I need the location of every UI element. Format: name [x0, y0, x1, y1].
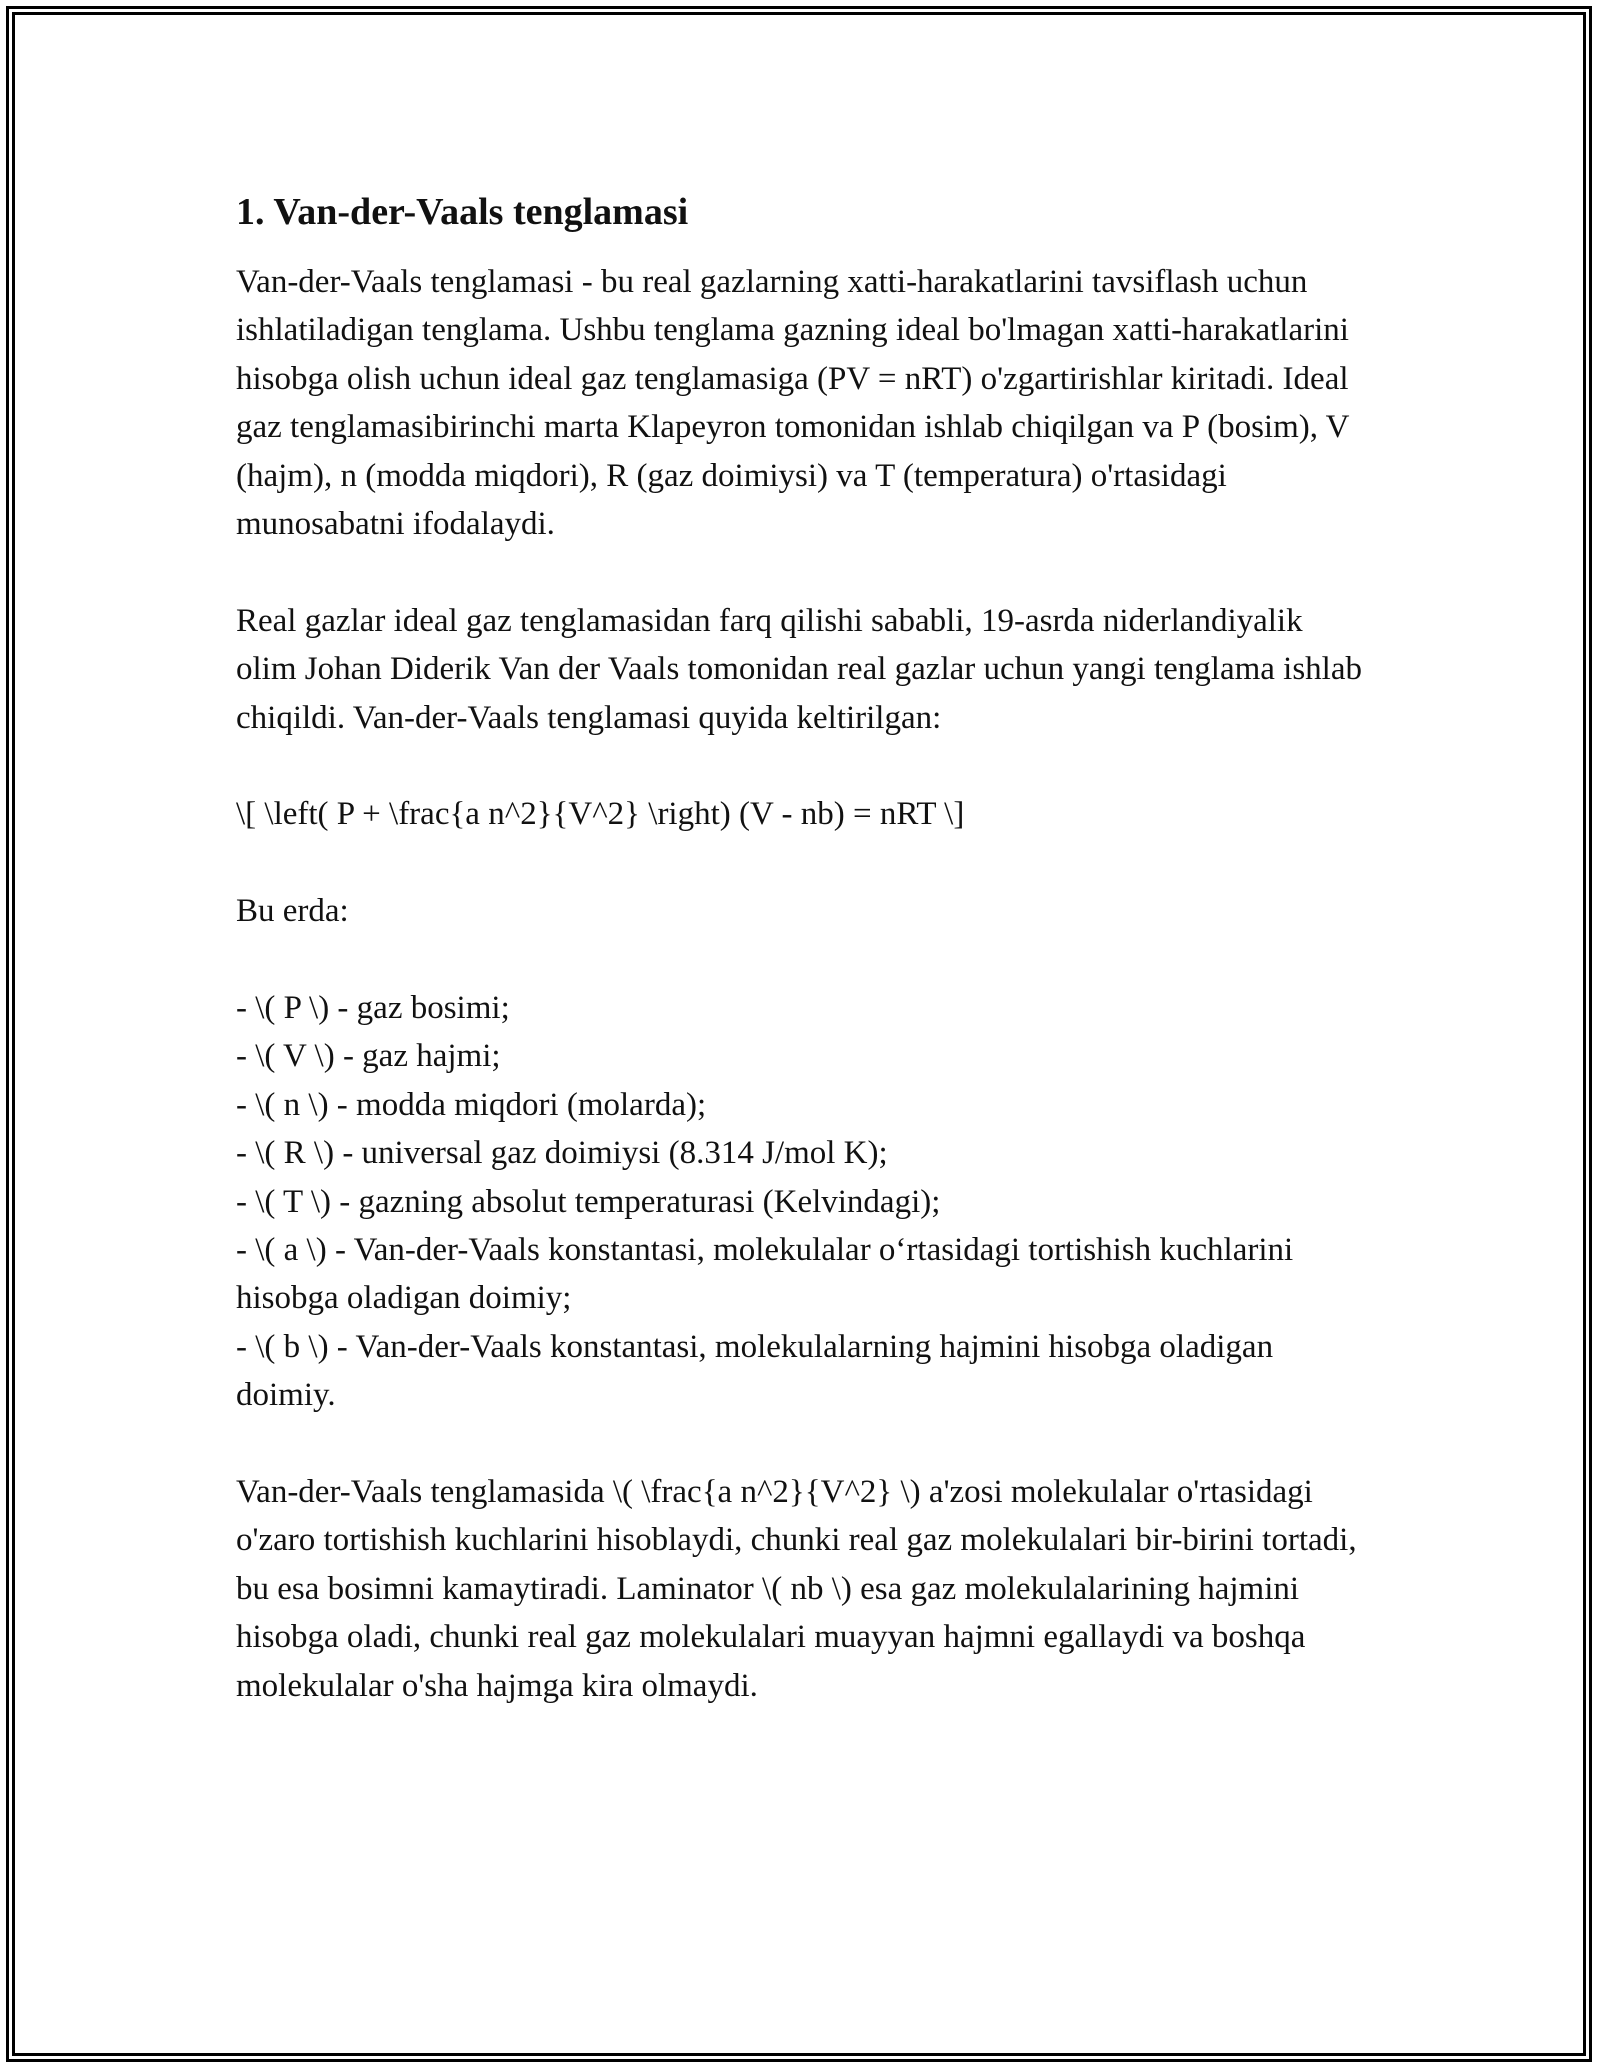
history-paragraph: Real gazlar ideal gaz tenglamasidan farq qilishi sababli, 19-asrda niderlandiyalik olim Johan Diderik Van der Vaals tomonidan real gazlar uchun yangi tenglama ishlab chiqildi. Van-der-Vaals tenglamasi quyida keltirilgan:	[236, 602, 1362, 736]
list-item: - \( T \) - gazning absolut temperaturasi (Kelvindagi);	[236, 1183, 941, 1220]
variable-list	[236, 984, 1366, 1420]
conclusion-paragraph: Van-der-Vaals tenglamasida \( \frac{a n^2}{V^2} \) a'zosi molekulalar o'rtasidagi o'zaro tortishish kuchlarini hisoblaydi, chunki real gaz molekulalari bir-birini tortadi, bu esa bosimni kamaytiradi. Laminator \( nb \) esa gaz molekulalarining hajmini hisobga oladi, chunki real gaz molekulalari muayyan hajmni egallaydi va boshqa molekulalar o'sha hajmga kira olmaydi.	[236, 1474, 1357, 1704]
list-item: - \( P \) - gaz bosimi;	[236, 990, 510, 1027]
list-item: - \( a \) - Van-der-Vaals konstantasi, molekulalar o‘rtasidagi tortishish kuchlarini hisobga oladigan doimiy;	[236, 1232, 1294, 1317]
equation-line: \[ \left( P + \frac{a n^2}{V^2} \right) (V - nb) = nRT \]	[236, 796, 965, 833]
list-item: - \( n \) - modda miqdori (molarda);	[236, 1086, 707, 1123]
list-item: - \( R \) - universal gaz doimiysi (8.314 J/mol K);	[236, 1135, 888, 1172]
list-item: - \( V \) - gaz hajmi;	[236, 1038, 501, 1075]
intro-paragraph: Van-der-Vaals tenglamasi - bu real gazlarning xatti-harakatlarini tavsiflash uchun ishlatiladigan tenglama. Ushbu tenglama gazning ideal bo'lmagan xatti-harakatlarini hisobga olish uchun ideal gaz tenglamasiga (PV = nRT) o'zgartirishlar kiritadi. Ideal gaz tenglamasibirinchi marta Klapeyron tomonidan ishlab chiqilgan va P (bosim), V (hajm), n (modda miqdori), R (gaz doimiysi) va T (temperatura) o'rtasidagi munosabatni ifodalaydi.	[236, 264, 1349, 543]
section-heading: 1. Van-der-Vaals tenglamasi	[236, 191, 689, 233]
list-item: - \( b \) - Van-der-Vaals konstantasi, molekulalarning hajmini hisobga oladigan doimiy.	[236, 1328, 1274, 1414]
document-body	[236, 188, 1366, 1710]
where-label: Bu erda:	[236, 893, 349, 930]
